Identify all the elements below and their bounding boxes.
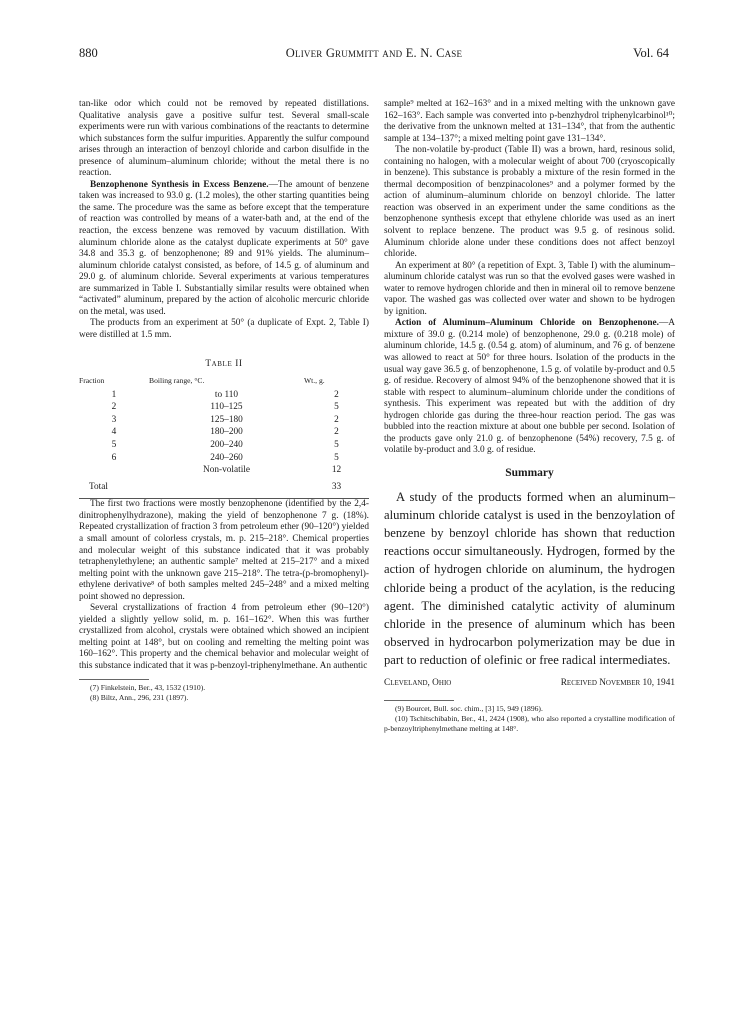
paragraph [384,318,675,457]
column-header: Wt., g. [304,376,325,386]
data-table [79,373,369,493]
paragraph: tan-like odor which could not be removed by repeated distillations. Qualitative analysis gave a positive sulfur test. Several small-scale experiments were run with various combinations of the reactants to determine which substances form the sulfur impurities. Apparently the sulfur compound arises through an interaction of benzoyl chloride and carbon disulfide in the presence of aluminum–aluminum chloride; without the metal there is no reaction. [79,99,369,179]
footnote: (8) Biltz, Ann., 296, 231 (1897). [90,692,189,702]
received-date: Received November 10, 1941 [560,677,675,688]
paragraph [79,180,369,319]
running-title: Oliver Grummitt and E. N. Case [285,46,463,60]
summary-text: A study of the products formed when an aluminum–aluminum chloride catalyst is used in the benzoylation of benzene by benzoyl chloride has shown that reduction reactions occur simultaneously. Hydrogen, formed by the action of hydrogen chloride on aluminum, the hydrogen chloride being a product of the acylation, is the reducing agent. The diminished catalytic activity of aluminum chloride in the presence of aluminum which has been observed in hydrocarbon polymerization may be due in part to reduction of olefinic or free radical intermediates. [384,489,675,668]
paragraph: The first two fractions were mostly benzophenone (identified by the 2,4-dinitrophenylhydrazone), making the yield of benzophenone 7 g. (18%). Repeated crystallization of fraction 3 from petroleum ether (90–120°) yielded a small amount of colorless crystals, m. p. 215–218°. Chemical properties and molecular weight of this substance indicated that it was probably tetraphenylethylene; an authentic sample⁷ melted at 215–217° and a mixed melting point with the unknown gave 215–218°. The tetra-(p-bromophenyl)-ethylene derivative⁸ of both samples melted 245–248° and a mixed melting point showed no depression. [79,499,369,602]
table-cell: 2 [334,414,339,425]
table-row [79,414,369,427]
table-cell: 4 [111,427,117,438]
table-cell: 1 [111,389,117,400]
table-cell: 200–240 [210,439,243,450]
table-row [79,452,369,465]
paragraph: The non-volatile by-product (Table II) was a brown, hard, resinous solid, containing no halogen, with a molecular weight of about 700 (cryoscopically in benzene). This substance is probably a mixture of the resin formed in the thermal decomposition of benzpinacolones⁹ and a polymer formed by the action of aluminum–aluminum chloride on benzoyl chloride. The latter reaction was observed in an experiment under the same conditions as the benzophenone synthesis except that ethylene chloride was used as an inert solvent to replace benzene. The product was 9.5 g. of resinous solid. Aluminum chloride alone under these conditions does not affect benzoyl chloride. [384,145,675,260]
total-label: Total [89,481,108,492]
table-row [79,426,369,439]
table-cell: 2 [111,402,117,413]
table-total-row [79,477,369,494]
table-cell: 2 [334,427,339,438]
place-label: Cleveland, Ohio [384,677,452,688]
column-header: Boiling range, °C. [149,376,205,386]
table-cell: 5 [334,402,339,413]
table-row [79,439,369,452]
footnote-rule [79,679,149,680]
paragraph-body: —The amount of benzene taken was increased to 93.0 g. (1.2 moles), the other starting quantities being the same. The procedure was the same as before except that the temperature of reaction was controlled by means of a water-bath and, at the end of the reaction, the excess benzene was removed by vacuum distillation. With aluminum chloride alone as the catalyst duplicate experiments at 50° gave 34.8 and 35.3 g. of benzophenone; 89 and 91% yields. The aluminum–aluminum chloride catalyst consisted, as before, of 14.5 g. of aluminum and 29.0 g. of aluminum chloride. Several experiments at various temperatures are summarized in Table I. Substantially similar results were obtained when “activated” aluminum, prepared by the action of alcoholic mercuric chloride on the metal, was used. [79,179,369,317]
table-cell: 125–180 [210,414,243,425]
table-cell: 5 [334,452,339,463]
table-cell: 12 [331,465,342,476]
summary-heading: Summary [505,466,554,479]
right-column [384,99,675,734]
paragraph-body: —A mixture of 39.0 g. (0.214 mole) of benzophenone, 29.0 g. (0.218 mole) of aluminum chloride, 14.5 g. (0.54 g. atom) of aluminum, and 76 g. of benzene was allowed to react at 50° for three hours. Isolation of the products in the usual way gave 36.5 g. of benzophenone, 1.5 g. of volatile by-product and 0.5 g. of residue. Recovery of almost 94% of the benzophenone showed that it is stable with respect to aluminum–aluminum chloride under the conditions of synthesis. This experiment was repeated but with the addition of dry hydrogen chloride gas during the three-hour reaction period. The gas was bubbled into the reaction mixture at about one bubble per second. Isolation of the products gave only 21.0 g. of benzophenone (54%) recovery, 7.5 g. of volatile by-product and 3.0 g. of residue. [384,318,675,456]
column-header: Fraction [79,376,105,386]
footnote: (10) Tschitschibabin, Ber., 41, 2424 (1908), who also reported a crystalline modification of p-benzoyltriphenylmethane melting at 148°. [384,713,675,733]
left-column [79,99,369,703]
running-header [79,46,669,62]
footnote: (9) Bourcet, Bull. soc. chim., [3] 15, 949 (1896). [395,703,543,713]
signature-line [384,678,675,694]
footnote-rule [384,700,454,701]
table-cell: 110–125 [210,402,243,413]
table-cell [79,464,149,477]
table-cell [149,477,304,494]
paragraph: sample⁹ melted at 162–163° and in a mixed melting with the unknown gave 162–163°. Each sample was converted into p-benzhydrol triphenylcarbinol¹⁰; the derivative from the unknown melted at 131–134°, that from the authentic sample at 134–137°; a mixed melting point gave 131–134°. [384,99,675,144]
page-number: 880 [79,46,98,60]
table-header-row [79,373,369,389]
table-title: Table II [205,359,243,370]
table-row [79,464,369,477]
table-cell: 5 [334,439,339,450]
table-cell: 3 [111,414,117,425]
total-value: 33 [331,481,342,492]
table-cell: to 110 [214,389,239,400]
paragraph: The products from an experiment at 50° (a duplicate of Expt. 2, Table I) were distilled at 1.5 mm. [79,318,369,340]
paragraph: An experiment at 80° (a repetition of Expt. 3, Table I) with the aluminum–aluminum chloride catalyst was run so that the evolved gases were washed in water to remove hydrogen chloride and then in mineral oil to remove benzene vapor. The washed gas was collected over water and shown to be hydrogen by ignition. [384,260,675,317]
table-cell: 2 [334,389,339,400]
paragraph: Several crystallizations of fraction 4 from petroleum ether (90–120°) yielded a slightly yellow solid, m. p. 161–162°. When this was further crystallized from alcohol, crystals were obtained which showed an incipient melting point at 148°, but on cooling and remelting the melting point was 160–162°. This property and the chemical behavior and molecular weight of this substance indicated that it was p-benzoyl-triphenylmethane. An authentic [79,603,369,671]
table-cell: 180–200 [210,427,243,438]
section-heading: Action of Aluminum–Aluminum Chloride on Benzophenone. [395,318,659,329]
footnote: (7) Finkelstein, Ber., 43, 1532 (1910). [90,682,206,692]
volume-label: Vol. 64 [633,46,669,60]
table-cell: 240–260 [210,452,243,463]
table-cell: 6 [111,452,117,463]
table-cell: Non-volatile [203,465,250,476]
table-row [79,389,369,402]
section-heading: Benzophenone Synthesis in Excess Benzene. [90,179,269,190]
table-cell: 5 [111,439,117,450]
table-row [79,401,369,414]
